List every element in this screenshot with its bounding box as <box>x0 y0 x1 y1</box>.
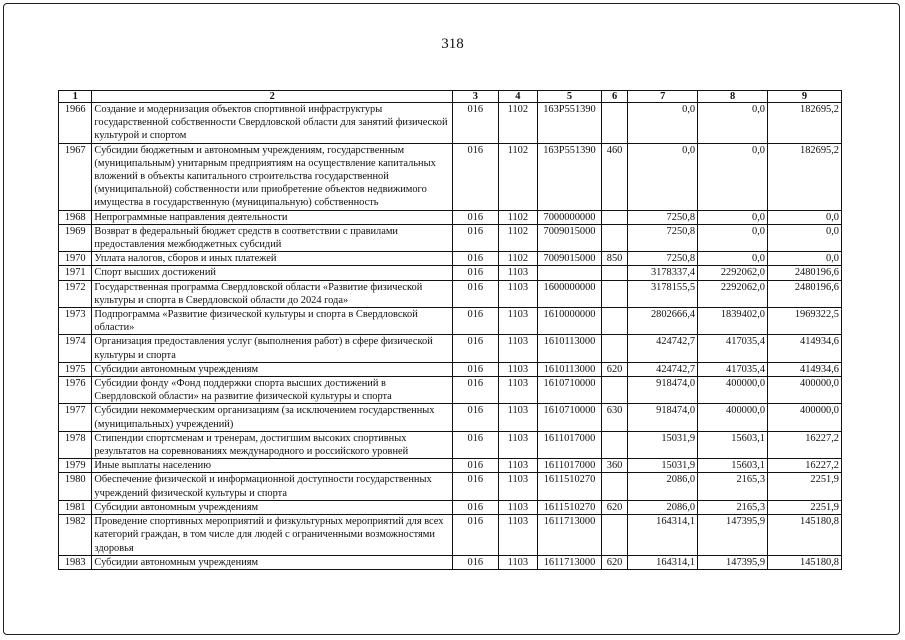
amount-cell: 7250,8 <box>628 252 698 266</box>
amount-cell: 147395,9 <box>698 515 768 556</box>
section-cell: 1103 <box>498 515 538 556</box>
expense-type-cell <box>601 335 627 362</box>
item-name-cell: Проведение спортивных мероприятий и физкультурных мероприятий для всех категорий граждан, в том числе для людей с ограниченными возможностями здоровья <box>92 515 453 556</box>
target-article-cell: 1611510270 <box>538 500 602 514</box>
amount-cell: 2086,0 <box>628 473 698 500</box>
section-cell: 1103 <box>498 431 538 458</box>
amount-cell: 145180,8 <box>768 555 842 569</box>
expense-type-cell: 360 <box>601 459 627 473</box>
row-number-cell: 1969 <box>59 224 92 251</box>
amount-cell: 147395,9 <box>698 555 768 569</box>
item-name-cell: Стипендии спортсменам и тренерам, достигшим высоких спортивных результатов на соревнованиях международного и российского уровней <box>92 431 453 458</box>
item-name-cell: Иные выплаты населению <box>92 459 453 473</box>
table-row <box>59 377 842 404</box>
expense-type-cell: 620 <box>601 362 627 376</box>
section-cell: 1103 <box>498 280 538 307</box>
target-article-cell: 7009015000 <box>538 224 602 251</box>
section-cell: 1102 <box>498 224 538 251</box>
table-row <box>59 555 842 569</box>
target-article-cell: 1610113000 <box>538 362 602 376</box>
code-cell: 016 <box>453 362 499 376</box>
expense-type-cell <box>601 431 627 458</box>
amount-cell: 2165,3 <box>698 473 768 500</box>
code-cell: 016 <box>453 266 499 280</box>
column-header: 7 <box>628 91 698 103</box>
code-cell: 016 <box>453 335 499 362</box>
item-name-cell: Государственная программа Свердловской области «Развитие физической культуры и спорта в Свердловской области до 2024 года» <box>92 280 453 307</box>
amount-cell: 164314,1 <box>628 515 698 556</box>
expense-type-cell: 630 <box>601 404 627 431</box>
amount-cell: 0,0 <box>698 210 768 224</box>
target-article-cell: 163P551390 <box>538 103 602 144</box>
code-cell: 016 <box>453 500 499 514</box>
section-cell: 1103 <box>498 362 538 376</box>
code-cell: 016 <box>453 473 499 500</box>
target-article-cell: 1610710000 <box>538 404 602 431</box>
amount-cell: 145180,8 <box>768 515 842 556</box>
code-cell: 016 <box>453 224 499 251</box>
amount-cell: 400000,0 <box>698 377 768 404</box>
expense-type-cell <box>601 308 627 335</box>
amount-cell: 0,0 <box>698 224 768 251</box>
target-article-cell: 1611017000 <box>538 459 602 473</box>
amount-cell: 400000,0 <box>768 404 842 431</box>
amount-cell: 0,0 <box>768 224 842 251</box>
amount-cell: 16227,2 <box>768 459 842 473</box>
item-name-cell: Организация предоставления услуг (выполнения работ) в сфере физической культуры и спорта <box>92 335 453 362</box>
row-number-cell: 1971 <box>59 266 92 280</box>
expense-type-cell <box>601 103 627 144</box>
row-number-cell: 1975 <box>59 362 92 376</box>
row-number-cell: 1976 <box>59 377 92 404</box>
amount-cell: 2802666,4 <box>628 308 698 335</box>
column-header: 1 <box>59 91 92 103</box>
row-number-cell: 1980 <box>59 473 92 500</box>
section-cell: 1103 <box>498 308 538 335</box>
amount-cell: 0,0 <box>628 143 698 210</box>
table-row <box>59 431 842 458</box>
table-row <box>59 103 842 144</box>
column-header: 8 <box>698 91 768 103</box>
code-cell: 016 <box>453 515 499 556</box>
target-article-cell: 1610710000 <box>538 377 602 404</box>
amount-cell: 182695,2 <box>768 143 842 210</box>
amount-cell: 2480196,6 <box>768 266 842 280</box>
code-cell: 016 <box>453 555 499 569</box>
expense-type-cell: 620 <box>601 500 627 514</box>
section-cell: 1103 <box>498 459 538 473</box>
section-cell: 1103 <box>498 266 538 280</box>
item-name-cell: Возврат в федеральный бюджет средств в соответствии с правилами предоставления межбюджетных субсидий <box>92 224 453 251</box>
expense-type-cell <box>601 210 627 224</box>
row-number-cell: 1967 <box>59 143 92 210</box>
table-row <box>59 210 842 224</box>
column-header: 5 <box>538 91 602 103</box>
item-name-cell: Субсидии бюджетным и автономным учреждениям, государственным (муниципальным) унитарным предприятиям на осуществление капитальных вложений в объекты капитального строительства государственной (муниципальной) собственности или приобретение объектов недвижимого имущества в государственную (муниципальную) собственность <box>92 143 453 210</box>
column-header: 6 <box>601 91 627 103</box>
code-cell: 016 <box>453 404 499 431</box>
column-header: 4 <box>498 91 538 103</box>
table-row <box>59 515 842 556</box>
section-cell: 1103 <box>498 377 538 404</box>
table-row <box>59 459 842 473</box>
amount-cell: 15031,9 <box>628 431 698 458</box>
amount-cell: 424742,7 <box>628 362 698 376</box>
section-cell: 1102 <box>498 210 538 224</box>
target-article-cell: 1600000000 <box>538 280 602 307</box>
expense-type-cell: 460 <box>601 143 627 210</box>
code-cell: 016 <box>453 103 499 144</box>
target-article-cell: 1610113000 <box>538 335 602 362</box>
amount-cell: 16227,2 <box>768 431 842 458</box>
amount-cell: 3178337,4 <box>628 266 698 280</box>
amount-cell: 400000,0 <box>698 404 768 431</box>
row-number-cell: 1966 <box>59 103 92 144</box>
amount-cell: 414934,6 <box>768 362 842 376</box>
target-article-cell: 163P551390 <box>538 143 602 210</box>
expense-type-cell: 620 <box>601 555 627 569</box>
row-number-cell: 1981 <box>59 500 92 514</box>
item-name-cell: Субсидии автономным учреждениям <box>92 362 453 376</box>
amount-cell: 7250,8 <box>628 224 698 251</box>
column-header: 2 <box>92 91 453 103</box>
table-row <box>59 252 842 266</box>
amount-cell: 0,0 <box>768 252 842 266</box>
table-row <box>59 224 842 251</box>
amount-cell: 414934,6 <box>768 335 842 362</box>
row-number-cell: 1973 <box>59 308 92 335</box>
item-name-cell: Обеспечение физической и информационной доступности государственных учреждений физической культуры и спорта <box>92 473 453 500</box>
amount-cell: 3178155,5 <box>628 280 698 307</box>
table-row <box>59 335 842 362</box>
amount-cell: 417035,4 <box>698 362 768 376</box>
amount-cell: 7250,8 <box>628 210 698 224</box>
amount-cell: 0,0 <box>628 103 698 144</box>
section-cell: 1103 <box>498 404 538 431</box>
target-article-cell: 1611017000 <box>538 431 602 458</box>
amount-cell: 1969322,5 <box>768 308 842 335</box>
section-cell: 1103 <box>498 335 538 362</box>
amount-cell: 0,0 <box>768 210 842 224</box>
row-number-cell: 1974 <box>59 335 92 362</box>
row-number-cell: 1977 <box>59 404 92 431</box>
table-row <box>59 308 842 335</box>
table-row <box>59 143 842 210</box>
code-cell: 016 <box>453 252 499 266</box>
amount-cell: 164314,1 <box>628 555 698 569</box>
item-name-cell: Непрограммные направления деятельности <box>92 210 453 224</box>
row-number-cell: 1972 <box>59 280 92 307</box>
code-cell: 016 <box>453 210 499 224</box>
amount-cell: 2251,9 <box>768 500 842 514</box>
section-cell: 1102 <box>498 143 538 210</box>
item-name-cell: Субсидии автономным учреждениям <box>92 500 453 514</box>
row-number-cell: 1983 <box>59 555 92 569</box>
target-article-cell: 7000000000 <box>538 210 602 224</box>
amount-cell: 2292062,0 <box>698 280 768 307</box>
row-number-cell: 1970 <box>59 252 92 266</box>
amount-cell: 424742,7 <box>628 335 698 362</box>
amount-cell: 15603,1 <box>698 459 768 473</box>
expense-type-cell <box>601 280 627 307</box>
amount-cell: 918474,0 <box>628 377 698 404</box>
amount-cell: 0,0 <box>698 143 768 210</box>
code-cell: 016 <box>453 459 499 473</box>
item-name-cell: Субсидии фонду «Фонд поддержки спорта высших достижений в Свердловской области» на развитие физической культуры и спорта <box>92 377 453 404</box>
code-cell: 016 <box>453 308 499 335</box>
expense-type-cell <box>601 473 627 500</box>
table-row <box>59 266 842 280</box>
target-article-cell: 7009015000 <box>538 252 602 266</box>
column-header: 9 <box>768 91 842 103</box>
target-article-cell <box>538 266 602 280</box>
row-number-cell: 1968 <box>59 210 92 224</box>
amount-cell: 918474,0 <box>628 404 698 431</box>
page-number: 318 <box>441 36 464 52</box>
section-cell: 1103 <box>498 473 538 500</box>
column-header: 3 <box>453 91 499 103</box>
table-row <box>59 473 842 500</box>
amount-cell: 417035,4 <box>698 335 768 362</box>
table-header-row <box>59 91 842 103</box>
budget-table <box>58 90 842 570</box>
expense-type-cell <box>601 224 627 251</box>
table-row <box>59 280 842 307</box>
item-name-cell: Субсидии автономным учреждениям <box>92 555 453 569</box>
code-cell: 016 <box>453 143 499 210</box>
section-cell: 1103 <box>498 500 538 514</box>
target-article-cell: 1611510270 <box>538 473 602 500</box>
section-cell: 1102 <box>498 103 538 144</box>
expense-type-cell <box>601 515 627 556</box>
expense-type-cell <box>601 266 627 280</box>
amount-cell: 2086,0 <box>628 500 698 514</box>
code-cell: 016 <box>453 280 499 307</box>
amount-cell: 182695,2 <box>768 103 842 144</box>
row-number-cell: 1978 <box>59 431 92 458</box>
amount-cell: 2480196,6 <box>768 280 842 307</box>
amount-cell: 400000,0 <box>768 377 842 404</box>
section-cell: 1103 <box>498 555 538 569</box>
amount-cell: 0,0 <box>698 103 768 144</box>
row-number-cell: 1979 <box>59 459 92 473</box>
table-body <box>59 103 842 570</box>
amount-cell: 2292062,0 <box>698 266 768 280</box>
table-row <box>59 404 842 431</box>
item-name-cell: Подпрограмма «Развитие физической культуры и спорта в Свердловской области» <box>92 308 453 335</box>
amount-cell: 15603,1 <box>698 431 768 458</box>
expense-type-cell <box>601 377 627 404</box>
table-row <box>59 500 842 514</box>
amount-cell: 2251,9 <box>768 473 842 500</box>
amount-cell: 15031,9 <box>628 459 698 473</box>
expense-type-cell: 850 <box>601 252 627 266</box>
row-number-cell: 1982 <box>59 515 92 556</box>
item-name-cell: Уплата налогов, сборов и иных платежей <box>92 252 453 266</box>
amount-cell: 0,0 <box>698 252 768 266</box>
item-name-cell: Создание и модернизация объектов спортивной инфраструктуры государственной собственности Свердловской области для занятий физической культурой и спортом <box>92 103 453 144</box>
section-cell: 1102 <box>498 252 538 266</box>
target-article-cell: 1611713000 <box>538 555 602 569</box>
target-article-cell: 1611713000 <box>538 515 602 556</box>
code-cell: 016 <box>453 431 499 458</box>
item-name-cell: Спорт высших достижений <box>92 266 453 280</box>
item-name-cell: Субсидии некоммерческим организациям (за исключением государственных (муниципальных) учреждений) <box>92 404 453 431</box>
code-cell: 016 <box>453 377 499 404</box>
amount-cell: 1839402,0 <box>698 308 768 335</box>
amount-cell: 2165,3 <box>698 500 768 514</box>
target-article-cell: 1610000000 <box>538 308 602 335</box>
table-row <box>59 362 842 376</box>
